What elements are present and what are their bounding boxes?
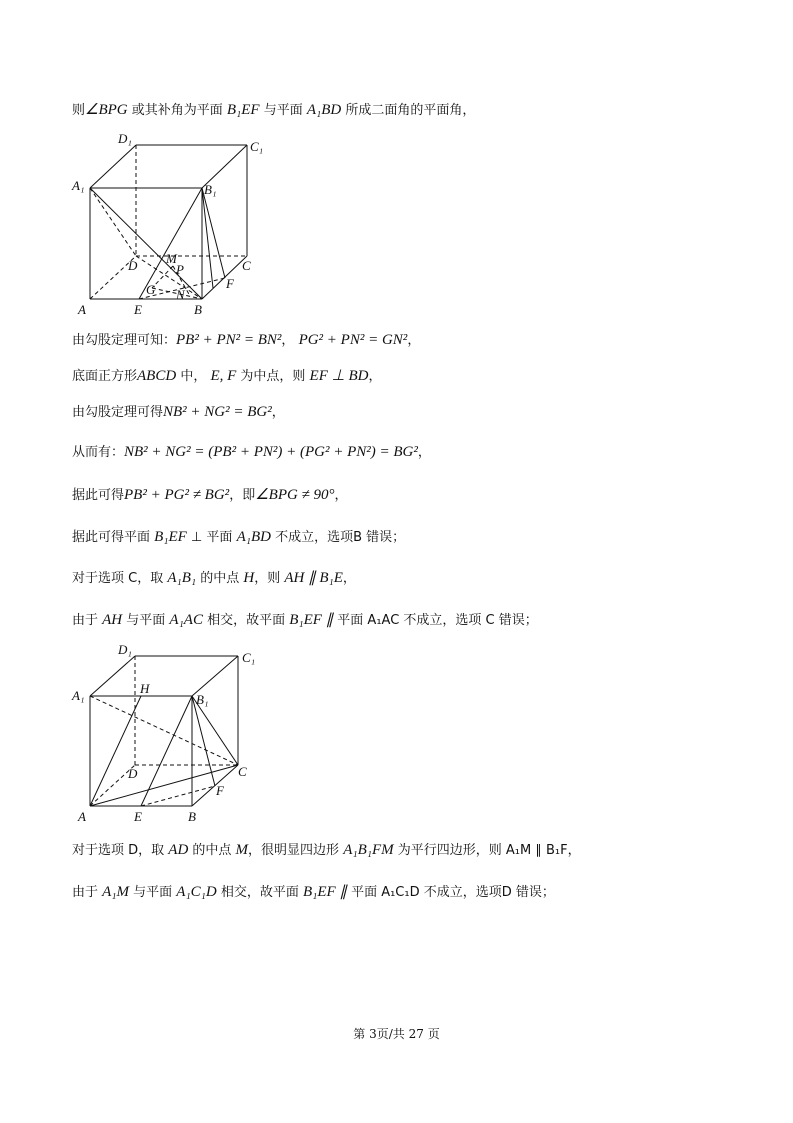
math: PB² + PG² ≠ BG² [124,487,230,503]
math: M [235,842,249,858]
figure-cube-1 [70,128,270,318]
math: A₁B₁ [167,570,197,586]
math: A₁B₁FM [343,842,394,858]
math: H [243,570,255,586]
math: E, F [210,368,237,384]
text: 平面 A₁C₁D 不成立，选项D 错误； [346,885,555,900]
label-a1: A₁ [72,688,85,703]
label-c: C [238,764,247,779]
text: 的中点 [196,571,244,586]
text: 由勾股定理可知： [72,333,177,348]
text: 从而有： [72,445,125,460]
text: ， [281,333,299,348]
label-a1: A₁ [72,178,85,193]
label-c: C [242,258,251,273]
text: 与平面 [122,613,170,628]
math: ∠BPG ≠ 90° [255,487,335,503]
text: 的中点 [188,843,236,858]
label-d: D [128,258,138,273]
label-e: E [134,302,142,317]
text: 由勾股定理可得 [72,405,164,420]
text: 所成二面角的平面角， [341,103,476,118]
text: ， [368,369,382,384]
label-b: B [188,809,196,824]
label-d1: D₁ [118,131,132,146]
text: 中， [176,369,211,384]
text-line-10 [72,840,753,861]
label-b: B [194,302,202,317]
label-d: D [128,766,138,781]
text: 底面正方形 [72,369,138,384]
text: ，即 [229,488,256,503]
math: B₁EF ∥ [289,612,334,628]
text: ， [271,405,285,420]
math: PB² + PN² = BN² [176,332,282,348]
text: 对于选项 D，取 [72,843,169,858]
page-footer: 第 3页/共 27 页 [353,1027,440,1041]
math: A₁BD [306,102,342,118]
label-n: N [176,287,185,302]
math: A₁C₁D [176,884,217,900]
label-f: F [226,276,234,291]
text-line-9 [72,610,753,631]
text-line-11 [72,882,753,903]
label-b1: B₁ [204,182,217,197]
text-line-7 [72,527,753,548]
text: 不成立，选项B 错误； [270,530,406,545]
math: B₁EF [154,529,187,545]
text: ， [407,333,421,348]
math: PG² + PN² = GN² [298,332,408,348]
text: 为中点，则 [236,369,310,384]
math: AD [168,842,189,858]
math: NB² + NG² = (PB² + PN²) + (PG² + PN²) = BG² [124,444,418,460]
text: 或其补角为平面 [127,103,227,118]
text-line-5 [72,442,753,463]
label-p: P [176,262,184,277]
math: NB² + NG² = BG² [163,404,272,420]
text: 由于 [72,885,103,900]
math: ∠BPG [85,102,128,118]
label-c1: C₁ [242,650,256,665]
text: 则 [72,103,86,118]
math: AH ∥ B₁E [284,570,343,586]
math: A₁AC [169,612,203,628]
text: 与平面 [259,103,307,118]
text-line-8 [72,568,753,589]
text: ，很明显四边形 [248,843,344,858]
text: ， [342,571,356,586]
text: 据此可得平面 [72,530,155,545]
text: 平面 A₁AC 不成立，选项 C 错误； [333,613,538,628]
text: 由于 [72,613,103,628]
figure-cube-2 [70,638,270,828]
label-f: F [216,783,224,798]
math: B₁EF ∥ [302,884,347,900]
label-a: A [78,809,86,824]
label-e: E [134,809,142,824]
text: 对于选项 C，取 [72,571,168,586]
label-m: M [166,251,177,266]
text-line-3 [72,366,753,387]
text-line-2 [72,330,753,351]
math: A₁M [102,884,130,900]
text-line-6 [72,485,753,506]
text-line-4 [72,402,753,423]
text: ， [417,445,431,460]
label-c1: C₁ [250,139,264,154]
math: ABCD [137,368,177,384]
text-line-1 [72,100,753,121]
text: ， [334,488,348,503]
text: ⊥ 平面 [186,530,237,545]
text: 相交，故平面 [216,885,303,900]
text: 为平行四边形，则 A₁M ∥ B₁F， [393,843,581,858]
label-h: H [140,681,150,696]
label-a: A [78,302,86,317]
math: B₁EF [226,102,260,118]
label-d1: D₁ [118,642,132,657]
text: 相交，故平面 [202,613,290,628]
text: 与平面 [129,885,177,900]
math: EF ⊥ BD [309,368,369,384]
label-g: G [146,282,156,297]
math: A₁BD [236,529,271,545]
label-b1: B₁ [196,692,209,707]
math: AH [102,612,123,628]
text: ，则 [254,571,285,586]
text: 据此可得 [72,488,125,503]
